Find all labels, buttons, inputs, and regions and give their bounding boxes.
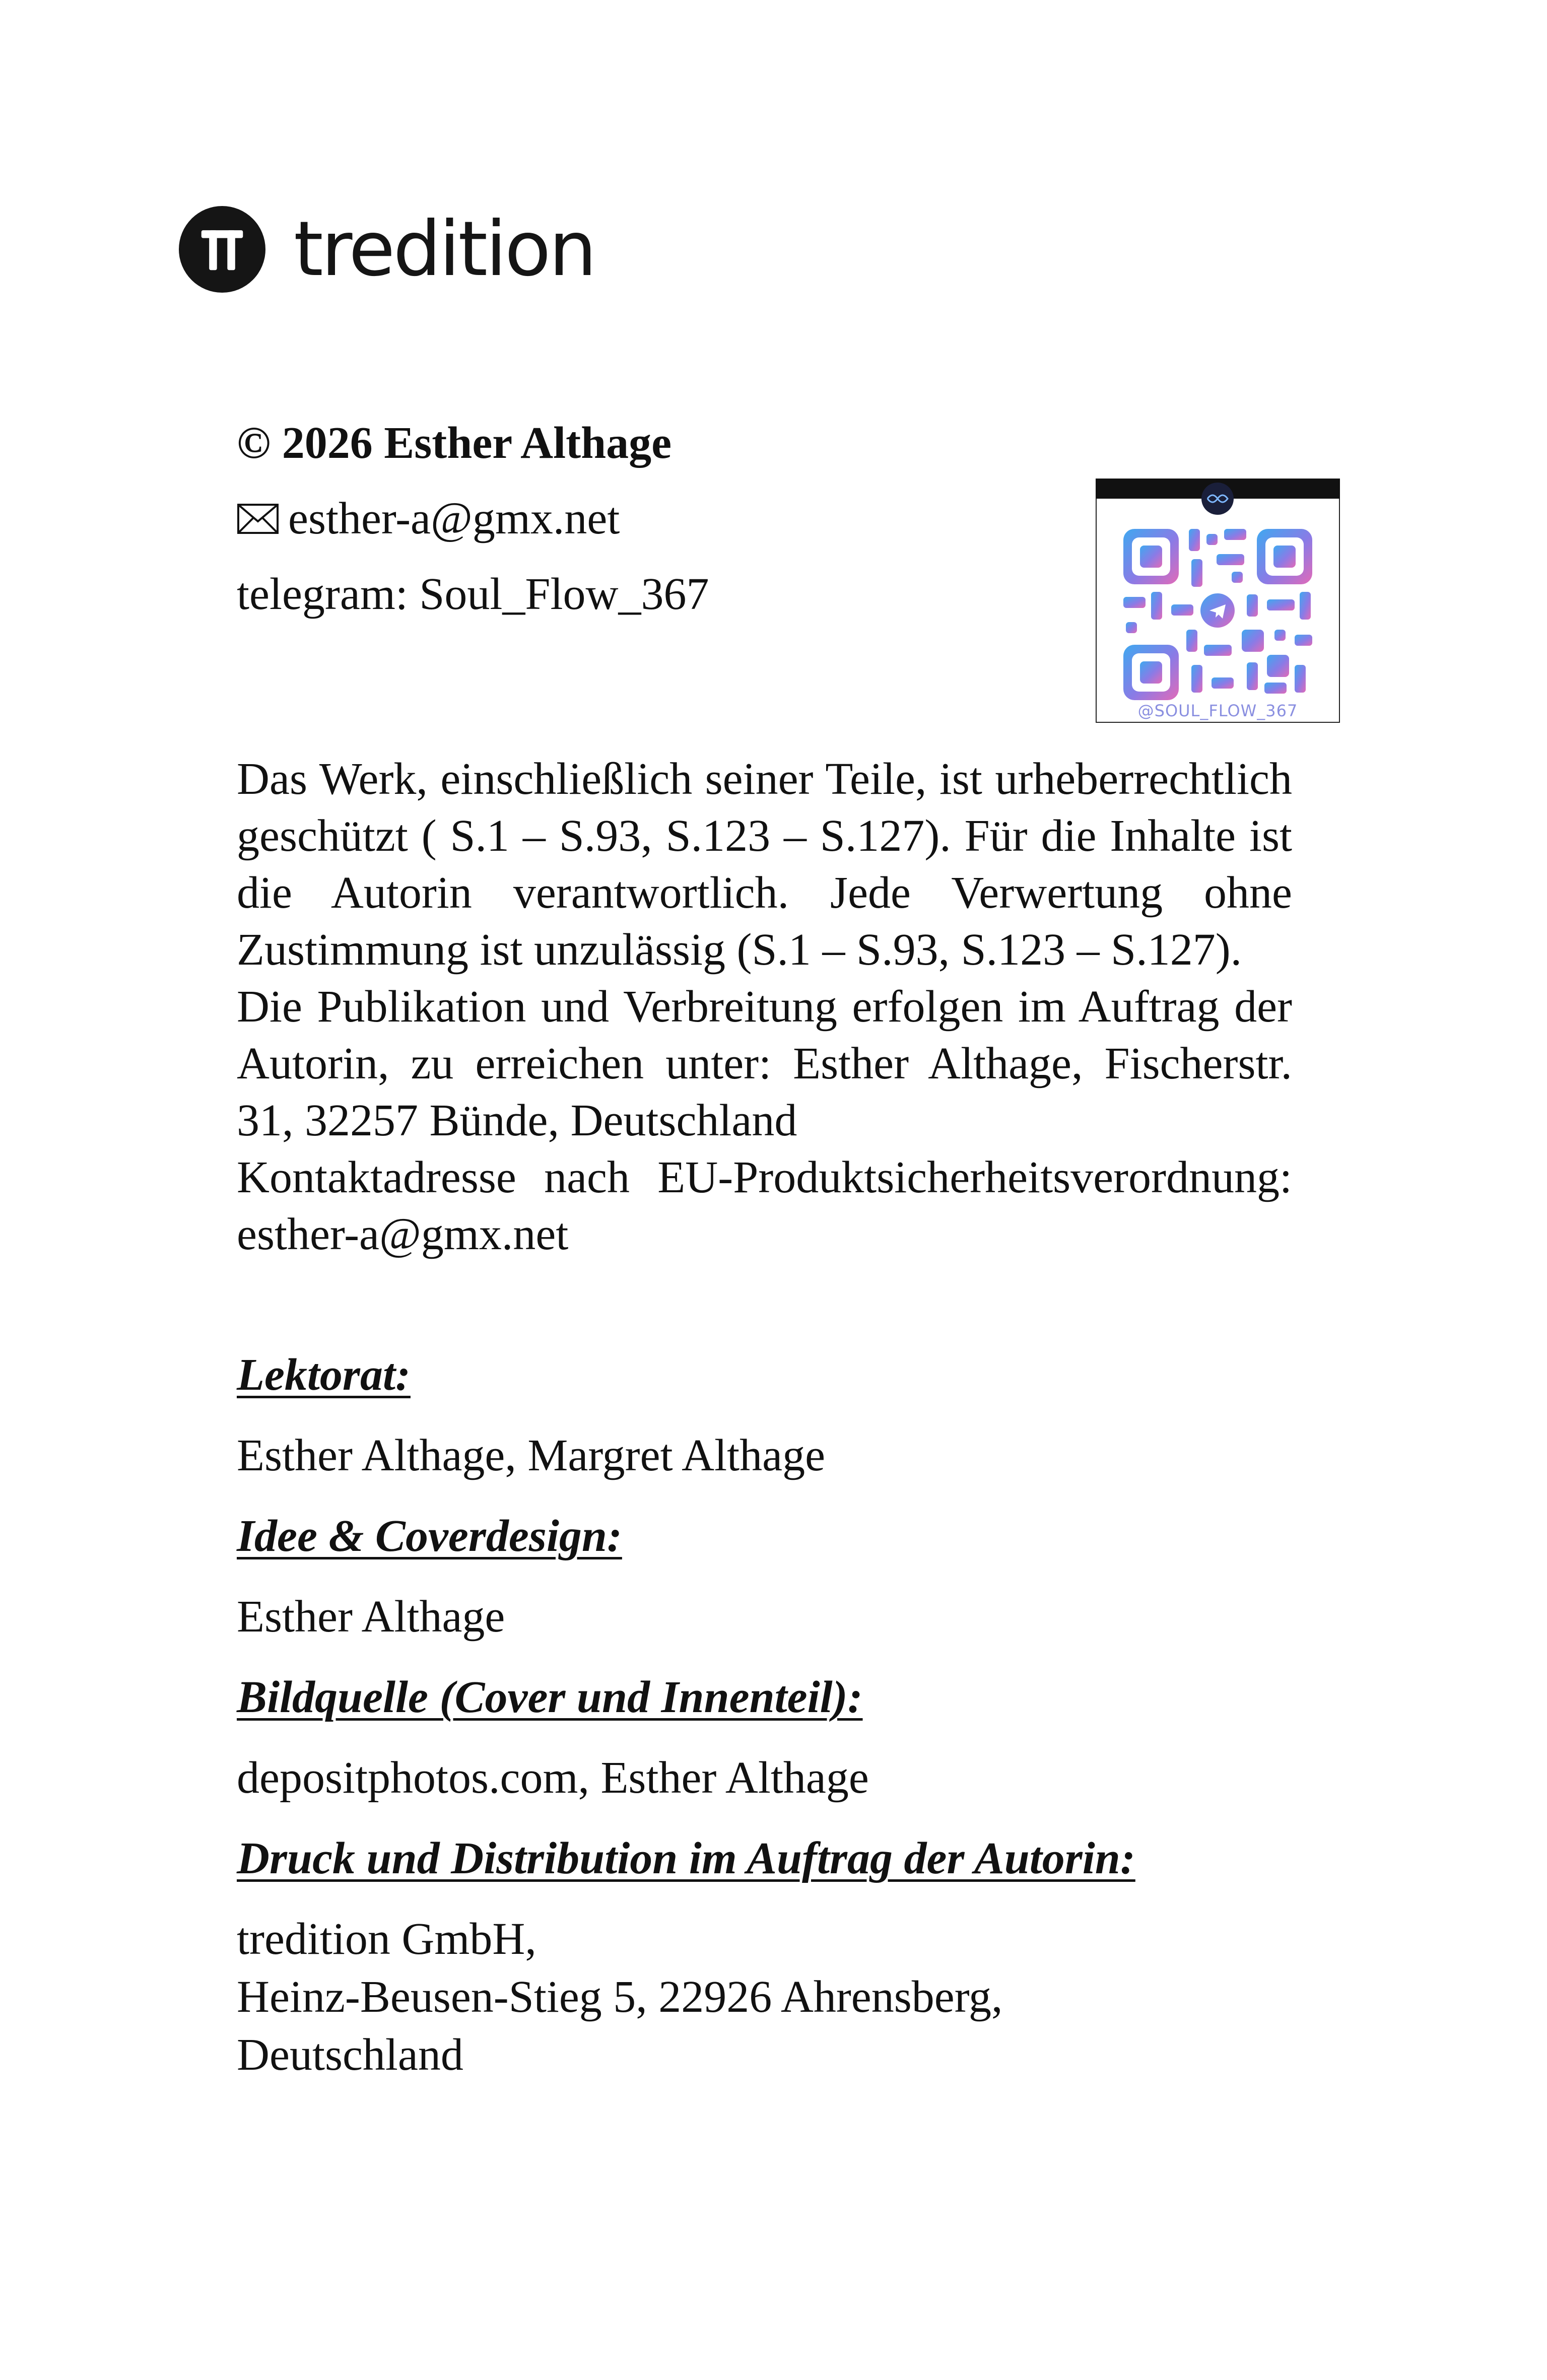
telegram-qr-code [1096, 479, 1340, 723]
tredition-logo-icon [179, 206, 265, 293]
publisher-country: Deutschland [237, 2030, 463, 2080]
product-safety-contact: Kontaktadresse nach EU-Produktsicherheitsverordnung: esther-a@gmx.net [237, 1152, 1292, 1259]
credit-text-coverdesign: Esther Althage [237, 1592, 505, 1642]
credit-text-lektorat: Esther Althage, Margret Althage [237, 1431, 826, 1480]
email-address[interactable]: esther-a@gmx.net [288, 494, 620, 543]
tredition-logo [179, 201, 595, 297]
credit-heading-druck: Druck und Distribution im Auftrag der Autorin: [237, 1833, 1135, 1883]
legal-notice [237, 751, 1292, 1263]
publisher-name: tredition GmbH, [237, 1914, 536, 1964]
copyright-notice: Das Werk, einschließlich seiner Teile, ist urheberrechtlich geschützt ( S.1 – S.93, S.123 – S.127). Für die Inhalte ist die Autorin verantwortlich. Jede Verwertung ohne Zustimmung ist unzulässig (S.1 – S.93, S.123 – S.127). [237, 754, 1292, 975]
qr-caption: @SOUL_FLOW_367 [1137, 701, 1298, 720]
publisher-street: Heinz-Beusen-Stieg 5, 22926 Ahrensberg, [237, 1972, 1003, 2022]
copyright-line: © 2026 Esther Althage [237, 418, 672, 468]
email-row [237, 496, 620, 541]
logo-wordmark: tredition [294, 206, 595, 293]
credit-heading-coverdesign: Idee & Coverdesign: [237, 1511, 622, 1561]
credit-heading-lektorat: Lektorat: [237, 1350, 411, 1400]
telegram-handle: telegram: Soul_Flow_367 [237, 569, 709, 619]
credit-heading-bildquelle: Bildquelle (Cover und Innenteil): [237, 1672, 863, 1722]
publication-notice: Die Publikation und Verbreitung erfolgen im Auftrag der Autorin, zu erreichen unter: Esther Althage, Fischerstr. 31, 32257 Bünde, Deutschland [237, 982, 1292, 1145]
envelope-icon [237, 503, 279, 534]
credit-text-bildquelle: depositphotos.com, Esther Althage [237, 1753, 869, 1803]
